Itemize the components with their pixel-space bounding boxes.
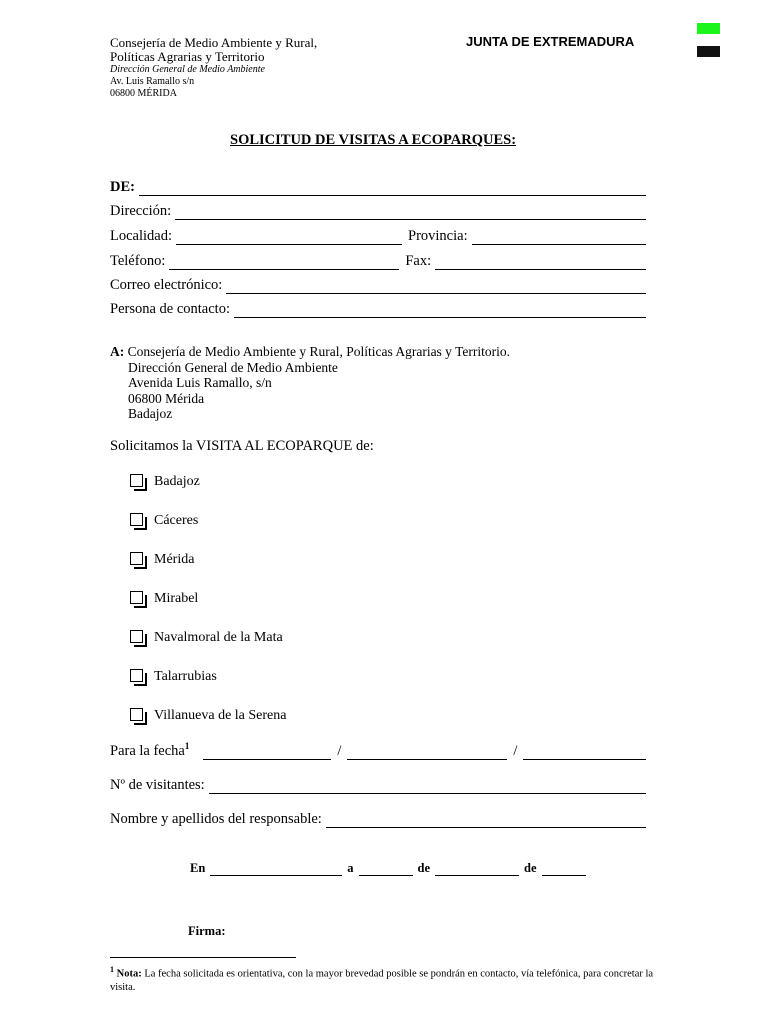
option-villanueva[interactable] [130,706,287,726]
field-fecha-month[interactable] [347,746,507,760]
field-direccion [110,202,646,220]
field-telefono-fax [110,252,646,270]
checkbox[interactable] [130,513,146,529]
field-correo [110,276,646,294]
form-title: SOLICITUD DE VISITAS A ECOPARQUES: [230,132,517,148]
field-de [110,178,646,196]
field-de-input[interactable] [139,182,646,196]
option-badajoz[interactable] [130,472,200,492]
option-caceres[interactable] [130,511,198,531]
option-label: Villanueva de la Serena [154,708,287,723]
option-navalmoral[interactable] [130,628,283,648]
a-label: a [347,861,354,875]
recipient-line3: Avenida Luis Ramallo, s/n [128,375,272,390]
recipient-line5: Badajoz [128,406,173,421]
field-telefono-label: Teléfono: [110,253,166,269]
de-label-1: de [417,861,431,875]
field-correo-label: Correo electrónico: [110,277,223,293]
field-visitantes-input[interactable] [209,780,646,794]
field-de-label: DE: [110,179,135,195]
field-localidad-input[interactable] [176,231,402,245]
recipient-line4: 06800 Mérida [128,390,205,406]
option-label: Badajoz [154,474,200,489]
checkbox[interactable] [130,474,146,490]
footnote-divider [110,957,296,958]
field-localidad-label: Localidad: [110,228,173,244]
month-input[interactable] [435,863,519,876]
place-input[interactable] [210,863,342,876]
day-input[interactable] [359,863,413,876]
field-visitantes [110,776,646,794]
recipient-line2: Dirección General de Medio Ambiente [128,359,338,375]
field-responsable-input[interactable] [326,814,646,828]
request-text: Solicitamos la VISITA AL ECOPARQUE de: [110,438,374,454]
checkbox[interactable] [130,552,146,568]
footnote-label: Nota: [116,968,142,980]
field-fax-label: Fax: [405,253,432,269]
junta-title: JUNTA DE EXTREMADURA [466,34,635,49]
recipient-block [110,344,510,422]
flag-black-stripe [697,46,720,57]
field-fecha [110,742,646,760]
field-responsable-label: Nombre y apellidos del responsable: [110,811,322,827]
postal-city: 06800 MÉRIDA [110,88,177,99]
footnote-ref: 1 [184,741,190,752]
de-label-2: de [524,861,537,875]
recipient-line1: Consejería de Medio Ambiente y Rural, Políticas Agrarias y Territorio. [127,344,510,359]
field-persona-input[interactable] [234,304,646,318]
option-mirabel[interactable] [130,589,198,609]
field-visitantes-label: Nº de visitantes: [110,777,205,793]
street-address: Av. Luis Ramallo s/n [110,76,195,87]
field-persona-label: Persona de contacto: [110,301,230,317]
org-name-line1: Consejería de Medio Ambiente y Rural, [110,35,318,50]
signature-place-date [190,860,591,876]
field-localidad-provincia [110,227,646,245]
field-provincia-input[interactable] [472,231,646,245]
flag-green-stripe [697,23,720,34]
checkbox[interactable] [130,669,146,685]
year-input[interactable] [542,863,586,876]
field-provincia-label: Provincia: [408,228,468,244]
checkbox[interactable] [130,630,146,646]
date-separator: / [513,743,518,759]
field-direccion-input[interactable] [175,206,646,220]
option-label: Mirabel [154,591,199,606]
header-address [110,36,317,100]
checkbox[interactable] [130,591,146,607]
option-merida[interactable] [130,550,194,570]
date-separator: / [337,743,342,759]
footnote [110,963,660,994]
recipient-label: A: [110,344,125,359]
field-fecha-day[interactable] [203,746,331,760]
checkbox[interactable] [130,708,146,724]
en-label: En [190,861,206,875]
firma-label: Firma: [188,924,226,938]
field-responsable [110,810,646,828]
footnote-number: 1 [110,965,114,974]
option-label: Mérida [154,552,195,567]
field-fecha-label: Para la fecha$^1$ [110,741,190,759]
field-correo-input[interactable] [226,280,646,294]
field-fax-input[interactable] [435,256,646,270]
field-direccion-label: Dirección: [110,203,172,219]
option-label: Talarrubias [154,669,217,684]
field-telefono-input[interactable] [169,256,399,270]
option-label: Navalmoral de la Mata [154,630,283,645]
direction-name: Dirección General de Medio Ambiente [110,64,265,75]
org-name-line2: Políticas Agrarias y Territorio [110,49,265,64]
field-persona [110,300,646,318]
field-fecha-year[interactable] [523,746,646,760]
option-talarrubias[interactable] [130,667,217,687]
option-label: Cáceres [154,513,199,528]
footnote-text: La fecha solicitada es orientativa, con la mayor brevedad posible se pondrán en contacto, vía telefónica, para concretar la visita. [110,968,654,993]
